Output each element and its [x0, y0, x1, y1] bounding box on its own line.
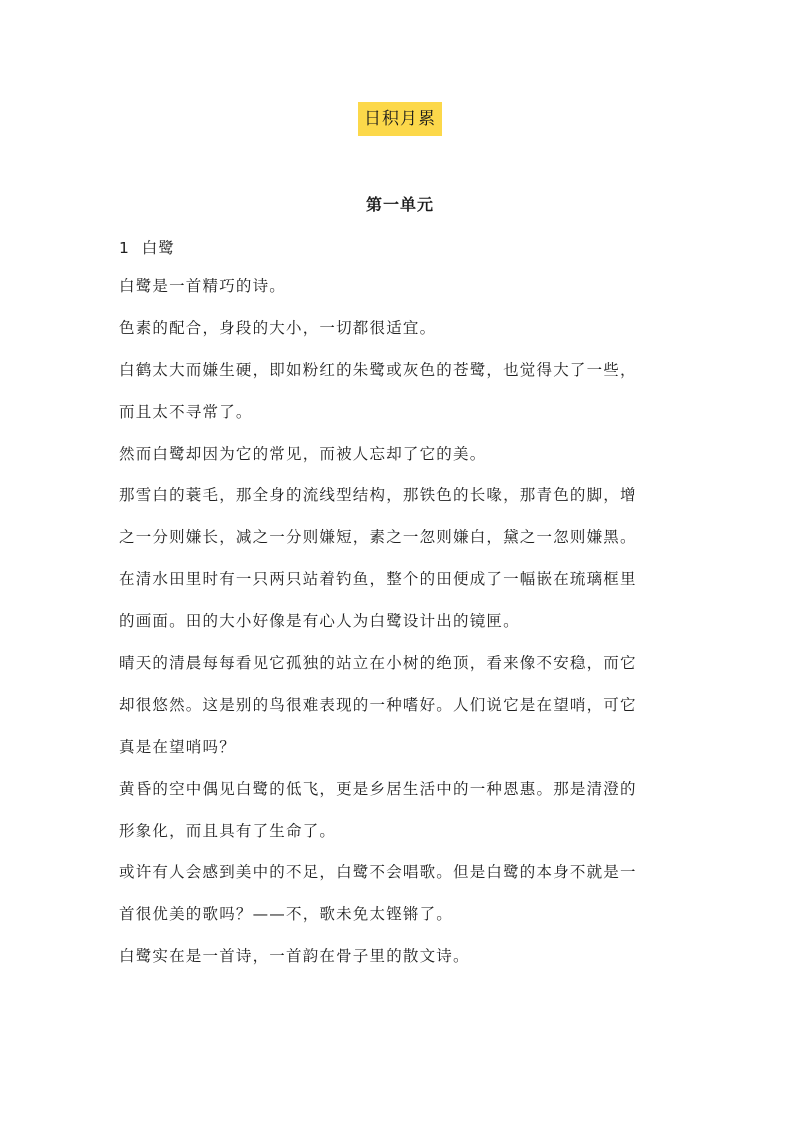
text-line: 色素的配合，身段的大小，一切都很适宜。 [119, 318, 437, 337]
text-line: 或许有人会感到美中的不足，白鹭不会唱歌。但是白鹭的本身不就是一 [119, 863, 637, 882]
lesson-heading: 1 白鹭 [119, 239, 175, 257]
text-line: 白鹤太大而嫌生硬，即如粉红的朱鹭或灰色的苍鹭，也觉得大了一些， [119, 360, 637, 379]
text-line: 真是在望哨吗？ [119, 737, 236, 756]
text-line: 白鹭实在是一首诗，一首韵在骨子里的散文诗。 [119, 947, 470, 966]
text-line: 之一分则嫌长，减之一分则嫌短，素之一忽则嫌白，黛之一忽则嫌黑。 [119, 528, 637, 547]
text-line: 却很悠然。这是别的鸟很难表现的一种嗜好。人们说它是在望哨，可它 [119, 695, 637, 714]
text-line: 在清水田里时有一只两只站着钓鱼，整个的田便成了一幅嵌在琉璃框里 [119, 570, 637, 589]
text-line: 首很优美的歌吗？——不，歌未免太铿锵了。 [119, 905, 454, 924]
text-line: 然而白鹭却因为它的常见，而被人忘却了它的美。 [119, 444, 487, 463]
text-line: 白鹭是一首精巧的诗。 [119, 277, 287, 295]
document-title: 日积月累 [358, 102, 442, 136]
unit-heading: 第一单元 [365, 195, 434, 214]
text-line: 那雪白的蓑毛，那全身的流线型结构，那铁色的长喙，那青色的脚，增 [119, 486, 637, 505]
text-line: 形象化，而且具有了生命了。 [119, 821, 337, 840]
text-line: 晴天的清晨每每看见它孤独的站立在小树的绝顶，看来像不安稳，而它 [119, 654, 637, 673]
title-container [0, 102, 800, 136]
body-text [119, 271, 685, 983]
text-line: 黄昏的空中偶见白鹭的低飞，更是乡居生活中的一种恩惠。那是清澄的 [119, 779, 637, 798]
text-line: 的画面。田的大小好像是有心人为白鹭设计出的镜匣。 [119, 612, 520, 631]
text-line: 而且太不寻常了。 [119, 402, 253, 421]
